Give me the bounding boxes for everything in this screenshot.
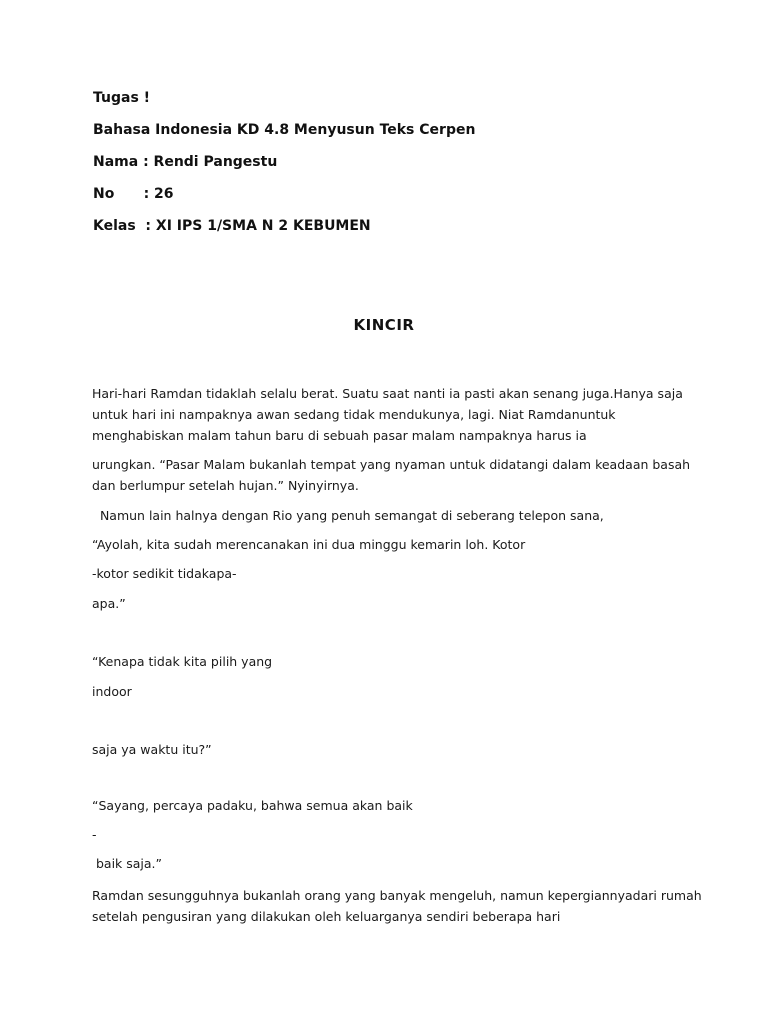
paragraph-9: saja ya waktu itu?” [92, 742, 212, 757]
story-title: KINCIR [353, 316, 415, 334]
paragraph-4: “Ayolah, kita sudah merencanakan ini dua minggu kemarin loh. Kotor [92, 537, 526, 552]
paragraph-6: apa.” [92, 596, 126, 611]
paragraph-11: - [92, 827, 97, 842]
paragraph-12: baik saja.” [92, 856, 163, 871]
paragraph-8: indoor [92, 684, 132, 699]
paragraph-5: -kotor sedikit tidakapa- [92, 566, 237, 581]
student-class: Kelas : XI IPS 1/SMA N 2 KEBUMEN [93, 218, 371, 234]
student-name: Nama : Rendi Pangestu [93, 154, 278, 170]
paragraph-2: urungkan. “Pasar Malam bukanlah tempat yang nyaman untuk didatangi dalam keadaan basah dan berlumpur setelah hujan.” Nyinyirnya. [92, 457, 691, 493]
subject-line: Bahasa Indonesia KD 4.8 Menyusun Teks Cerpen [93, 122, 476, 138]
student-number: No : 26 [93, 186, 174, 202]
assignment-label: Tugas ! [93, 90, 151, 106]
paragraph-1: Hari-hari Ramdan tidaklah selalu berat. Suatu saat nanti ia pasti akan senang juga.Hanya saja untuk hari ini nampaknya awan sedang tidak mendukunya, lagi. Niat Ramdanuntuk menghabiskan malam tahun baru di sebuah pasar malam nampaknya harus ia [92, 386, 683, 443]
paragraph-3: Namun lain halnya dengan Rio yang penuh semangat di seberang telepon sana, [92, 508, 604, 523]
paragraph-7: “Kenapa tidak kita pilih yang [92, 654, 273, 669]
paragraph-10: “Sayang, percaya padaku, bahwa semua akan baik [92, 798, 413, 813]
paragraph-13: Ramdan sesungguhnya bukanlah orang yang banyak mengeluh, namun kepergiannyadari rumah setelah pengusiran yang dilakukan oleh keluarganya sendiri beberapa hari [92, 888, 702, 924]
